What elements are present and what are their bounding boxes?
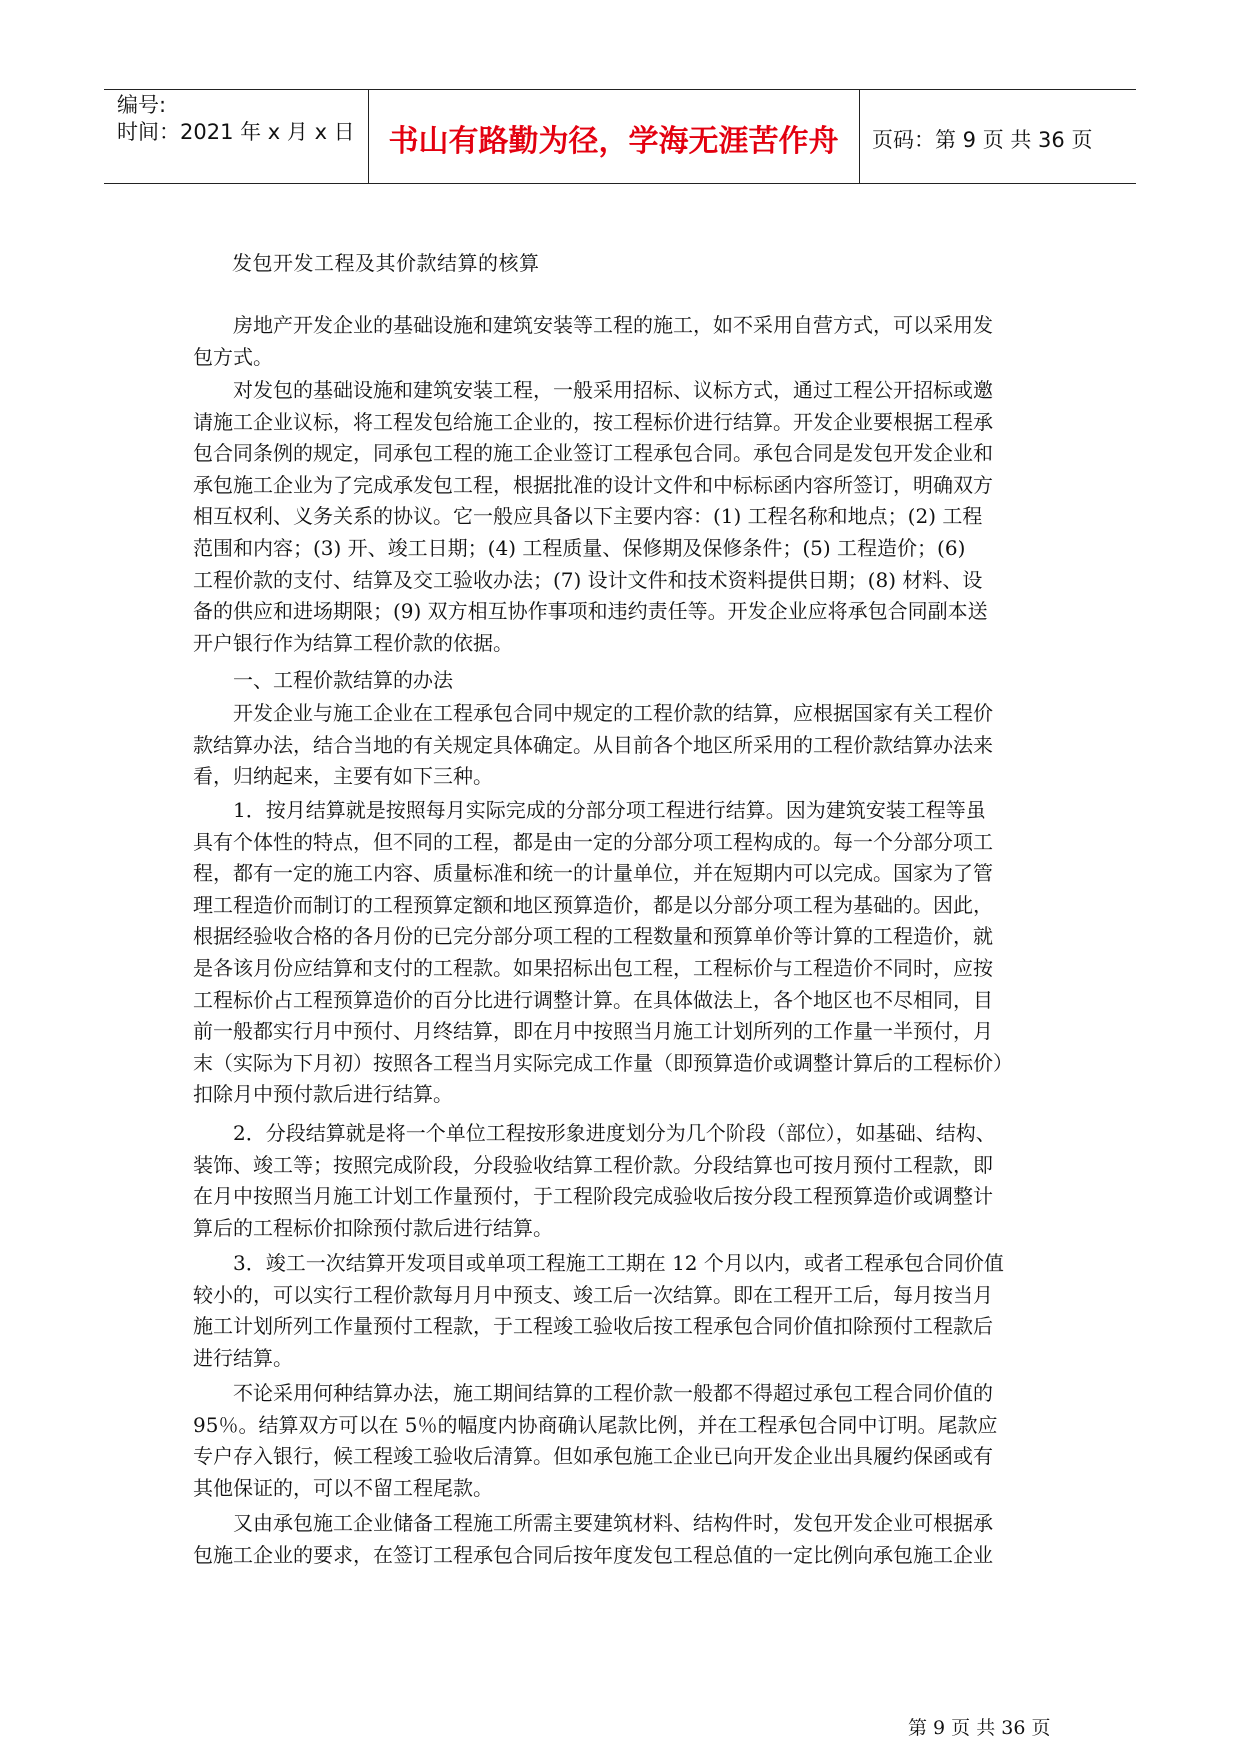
text-line: 1．按月结算就是按照每月实际完成的分部分项工程进行结算。因为建筑安装工程等虽 [193, 798, 986, 822]
paragraph-1 [193, 310, 1065, 373]
header-divider-right [859, 89, 860, 183]
paragraph-5 [193, 1118, 1065, 1244]
text-line: 看，归纳起来，主要有如下三种。 [193, 764, 493, 789]
text-line: 末（实际为下月初）按照各工程当月实际完成工作量（即预算造价或调整计算后的工程标价） [193, 1050, 1013, 1075]
text-line: 款结算办法，结合当地的有关规定具体确定。从目前各个地区所采用的工程价款结算办法来 [193, 732, 993, 757]
header-meta [117, 92, 355, 146]
text-line: 请施工企业议标，将工程发包给施工企业的，按工程标价进行结算。开发企业要根据工程承 [193, 409, 993, 434]
text-line: 进行结算。 [193, 1345, 293, 1370]
text-line: 其他保证的，可以不留工程尾款。 [193, 1475, 493, 1500]
text-line: 前一般都实行月中预付、月终结算，即在月中按照当月施工计划所列的工作量一半预付，月 [193, 1019, 993, 1044]
header-motto: 书山有路勤为径，学海无涯苦作舟 [388, 124, 839, 159]
text-line: 施工计划所列工作量预付工程款，于工程竣工验收后按工程承包合同价值扣除预付工程款后 [193, 1314, 993, 1339]
header-time-label: 时间：2021 年 x 月 x 日 [117, 120, 355, 144]
text-line: 又由承包施工企业储备工程施工所需主要建筑材料、结构件时，发包开发企业可根据承 [193, 1511, 993, 1535]
text-line: 具有个体性的特点，但不同的工程，都是由一定的分部分项工程构成的。每一个分部分项工 [193, 829, 993, 854]
text-line: 较小的，可以实行工程价款每月月中预支、竣工后一次结算。即在工程开工后，每月按当月 [193, 1282, 993, 1307]
paragraph-8 [193, 1508, 1065, 1571]
paragraph-6 [193, 1248, 1065, 1374]
text-line: 专户存入银行，候工程竣工验收后清算。但如承包施工企业已向开发企业出具履约保函或有 [193, 1444, 993, 1469]
document-title: 发包开发工程及其价款结算的核算 [232, 251, 540, 275]
paragraph-2 [193, 375, 1065, 659]
text-line: 不论采用何种结算办法，施工期间结算的工程价款一般都不得超过承包工程合同价值的 [193, 1381, 993, 1405]
text-line: 3．竣工一次结算开发项目或单项工程施工工期在 12 个月以内，或者工程承包合同价值 [193, 1251, 1004, 1275]
text-line: 开发企业与施工企业在工程承包合同中规定的工程价款的结算，应根据国家有关工程价 [193, 701, 993, 725]
text-line: 开户银行作为结算工程价款的依据。 [193, 630, 513, 655]
text-line: 包施工企业的要求，在签订工程承包合同后按年度发包工程总值的一定比例向承包施工企业 [193, 1542, 993, 1567]
paragraph-7 [193, 1378, 1065, 1504]
header-page-label: 页码：第 9 页 共 36 页 [872, 128, 1093, 152]
text-line: 房地产开发企业的基础设施和建筑安装等工程的施工，如不采用自营方式，可以采用发 [193, 313, 993, 337]
text-line: 包方式。 [193, 344, 273, 369]
section-heading-1 [193, 665, 1065, 697]
text-line: 在月中按照当月施工计划工作量预付，于工程阶段完成验收后按分段工程预算造价或调整计 [193, 1184, 993, 1209]
text-line: 范围和内容；(3) 开、竣工日期；(4) 工程质量、保修期及保修条件；(5) 工程造价；(6) [193, 535, 966, 560]
text-line: 工程标价占工程预算造价的百分比进行调整计算。在具体做法上，各个地区也不尽相同，目 [193, 987, 993, 1012]
paragraph-3 [193, 698, 1065, 793]
text-line: 包合同条例的规定，同承包工程的施工企业签订工程承包合同。承包合同是发包开发企业和 [193, 441, 993, 466]
text-line: 相互权利、义务关系的协议。它一般应具备以下主要内容：(1) 工程名称和地点；(2) 工程 [193, 504, 983, 529]
text-line: 装饰、竣工等；按照完成阶段，分段验收结算工程价款。分段结算也可按月预付工程款，即 [193, 1152, 993, 1177]
text-line: 算后的工程标价扣除预付款后进行结算。 [193, 1215, 553, 1240]
header-number-label: 编号: [117, 93, 167, 117]
header-bottom-rule [104, 183, 1136, 184]
text-line: 根据经验收合格的各月份的已完分部分项工程的工程数量和预算单价等计算的工程造价，就 [193, 924, 993, 949]
text-line: 是各该月份应结算和支付的工程款。如果招标出包工程，工程标价与工程造价不同时，应按 [193, 955, 993, 980]
text-line: 备的供应和进场期限；(9) 双方相互协作事项和违约责任等。开发企业应将承包合同副本送 [193, 599, 988, 624]
text-line: 理工程造价而制订的工程预算定额和地区预算造价，都是以分部分项工程为基础的。因此， [193, 892, 993, 917]
text-line: 对发包的基础设施和建筑安装工程，一般采用招标、议标方式，通过工程公开招标或邀 [193, 378, 993, 402]
text-line: 承包施工企业为了完成承发包工程，根据批准的设计文件和中标标函内容所签订，明确双方 [193, 472, 993, 497]
text-line: 扣除月中预付款后进行结算。 [193, 1082, 453, 1107]
text-line: 工程价款的支付、结算及交工验收办法；(7) 设计文件和技术资料提供日期；(8) 材料、设 [193, 567, 983, 592]
text-line: 一、工程价款结算的办法 [193, 668, 453, 692]
paragraph-4 [193, 795, 1065, 1111]
page-footer: 第 9 页 共 36 页 [908, 1717, 1051, 1739]
text-line: 2．分段结算就是将一个单位工程按形象进度划分为几个阶段（部位），如基础、结构、 [193, 1121, 996, 1145]
header-top-rule [104, 89, 1136, 90]
text-line: 95％。结算双方可以在 5％的幅度内协商确认尾款比例，并在工程承包合同中订明。尾款应 [193, 1412, 998, 1437]
text-line: 程，都有一定的施工内容、质量标准和统一的计量单位，并在短期内可以完成。国家为了管 [193, 861, 993, 886]
